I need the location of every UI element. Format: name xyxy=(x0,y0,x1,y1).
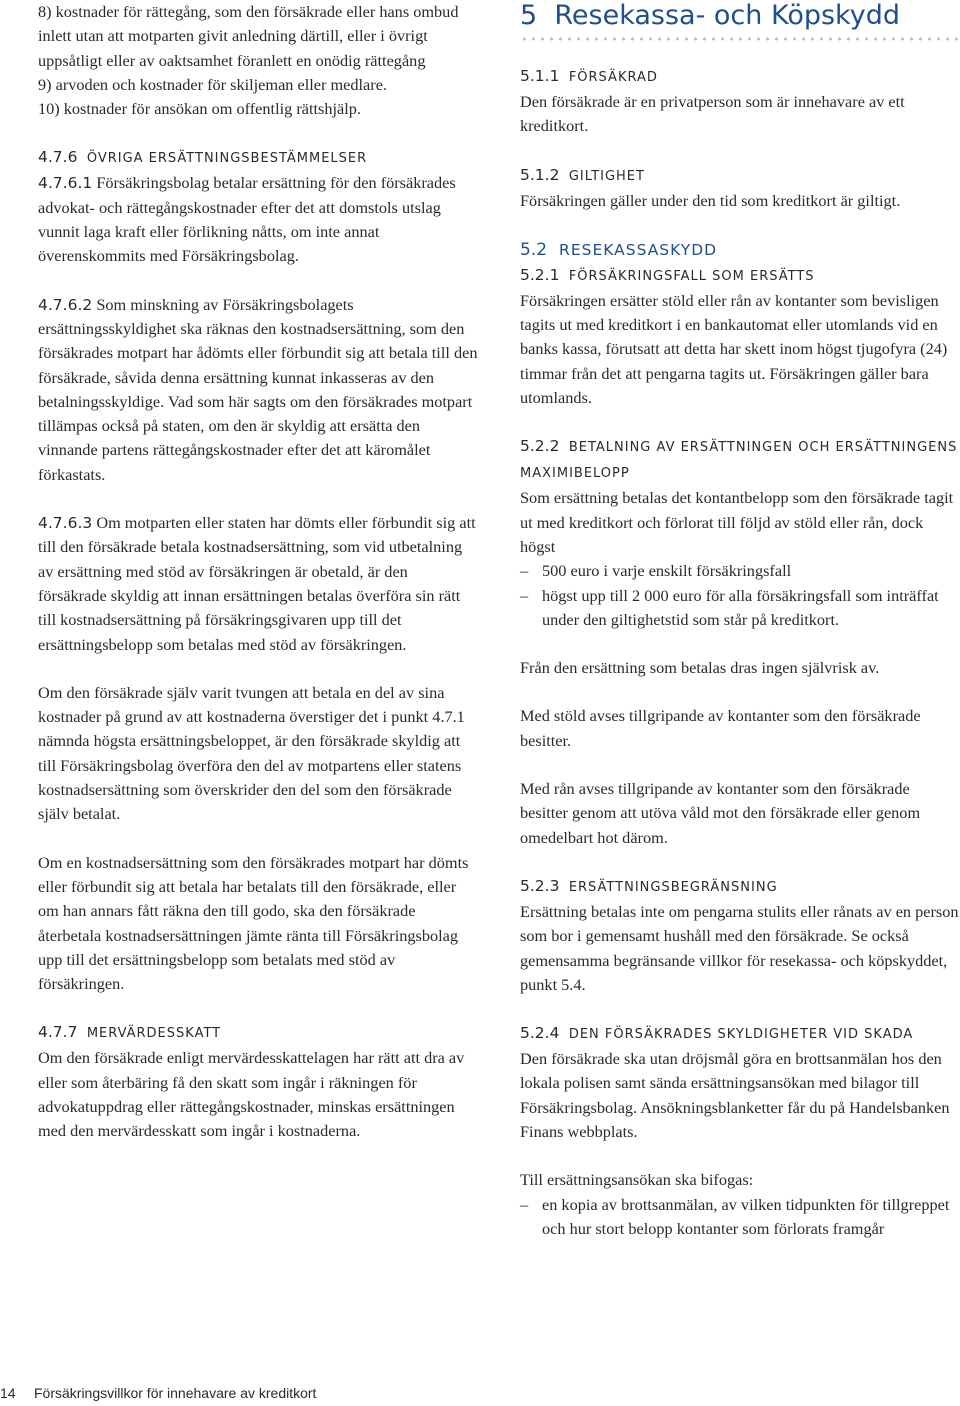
paragraph: Försäkringen gäller under den tid som kreditkort är giltigt. xyxy=(520,190,901,210)
paragraph: Från den ersättning som betalas dras ingen självrisk av. xyxy=(520,658,880,678)
section-title: DEN FÖRSÄKRADES SKYLDIGHETER VID SKADA xyxy=(568,1027,914,1043)
paragraph-number: 4.7.6.3 xyxy=(38,514,93,533)
section-heading-5-2-1 xyxy=(520,263,960,289)
section-number: 4.7.6 xyxy=(38,148,78,167)
paragraph: Med stöld avses tillgripande av kontanter som den försäkrade besitter. xyxy=(520,706,921,750)
section-number: 5.1.1 xyxy=(520,67,560,85)
left-column xyxy=(38,0,478,1144)
attachment-list xyxy=(520,1193,960,1242)
paragraph-4-7-6-1 xyxy=(38,171,478,268)
right-column xyxy=(520,0,960,1241)
section-heading-5-1-2 xyxy=(520,163,960,189)
chapter-heading xyxy=(520,0,960,32)
cost-list xyxy=(38,0,478,121)
chapter-title: Resekassa- och Köpskydd xyxy=(554,0,900,31)
section-title: FÖRSÄKRINGSFALL SOM ERSÄTTS xyxy=(568,268,815,284)
section-heading-5-1-1 xyxy=(520,64,960,90)
paragraph-number: 4.7.6.1 xyxy=(38,174,93,193)
section-title: RESEKASSASKYDD xyxy=(559,240,718,259)
section-heading-5-2-4 xyxy=(520,1021,960,1047)
paragraph: Till ersättningsansökan ska bifogas: xyxy=(520,1170,754,1190)
section-heading-5-2-3 xyxy=(520,874,960,900)
section-number: 5.2.3 xyxy=(520,876,560,895)
section-number: 5.1.2 xyxy=(520,165,560,184)
paragraph-text: Om motparten eller staten har dömts eller förbundit sig att till den försäkrade betala kostnadsersättning, som vid utbetalning av ersättning med stöd av försäkringen är obetald, är den försäkrade skyldig att innan ersättningen betalas överföra sin rätt till kostnadsersättning på försäkringsgivaren upp till det ersättningsbelopp som betalas med stöd av försäkringen. xyxy=(38,513,476,654)
paragraph-4-7-6-2 xyxy=(38,293,478,487)
paragraph: Om en kostnadsersättning som den försäkrades motpart har dömts eller förbundit sig att betala har betalats till den försäkrade, eller om han annars fått räkna den till godo, ska den försäkrade återbetala kostnadsersättningen jämte ränta till Försäkringsbolag upp till det ersättningsbelopp som betalats med stöd av försäkringen. xyxy=(38,852,469,994)
section-number: 5.2.2 xyxy=(520,437,560,456)
section-number: 5.2 xyxy=(520,239,548,260)
chapter-number: 5 xyxy=(520,0,538,31)
paragraph-text: Försäkringsbolag betalar ersättning för den försäkrades advokat- och rättegångskostnader efter det att domstols utslag vunnit laga kraft eller förlikning nåtts, om inte annat överenskommits med Försäkringsbolag. xyxy=(38,173,456,266)
section-title: ERSÄTTNINGSBEGRÄNSNING xyxy=(568,879,778,895)
paragraph: Försäkringen ersätter stöld eller rån av kontanter som bevisligen tagits ut med kreditkort i en bankautomat eller utomlands vid en banks kassa, förutsatt att detta har skett inom högst tjugofyra (24) timmar från det att pengarna tagits ut. Försäkringen gäller bara utomlands. xyxy=(520,290,948,408)
section-title: ÖVRIGA ERSÄTTNINGSBESTÄMMELSER xyxy=(86,151,368,167)
paragraph: Med rån avses tillgripande av kontanter som den försäkrade besitter genom att utöva våld mot den försäkrade eller genom omedelbart hot därom. xyxy=(520,779,921,847)
paragraph: Den försäkrade är en privatperson som är innehavare av ett kreditkort. xyxy=(520,92,905,136)
list-item: – en kopia av brottsanmälan, av vilken tidpunkten för tillgreppet och hur stort belopp kontanter som förlorats framgår xyxy=(520,1193,960,1242)
paragraph: Om den försäkrade enligt mervärdesskattelagen har rätt att dra av eller som återbäring få den skatt som ingår i räkningen för advokatuppdrag eller rättegångskostnader, minskas ersättningen med den mervärdesskatt som ingår i kostnaderna. xyxy=(38,1048,465,1141)
section-title: FÖRSÄKRAD xyxy=(568,70,658,85)
paragraph-4-7-6-3 xyxy=(38,511,478,657)
section-title: MERVÄRDESSKATT xyxy=(86,1026,222,1042)
section-number: 4.7.7 xyxy=(38,1023,78,1042)
section-heading-4-7-7 xyxy=(38,1020,478,1046)
section-number: 5.2.4 xyxy=(520,1024,560,1043)
list-item: 10) kostnader för ansökan om offentlig rättshjälp. xyxy=(38,99,361,119)
list-item: – 500 euro i varje enskilt försäkringsfall xyxy=(520,559,960,583)
footer-title: Försäkringsvillkor för innehavare av kreditkort xyxy=(34,1385,317,1401)
paragraph: Ersättning betalas inte om pengarna stulits eller rånats av en person som bor i gemensamt hushåll med den försäkrade. Se också gemensamma begränsande villkor för resekassa- och köpskyddet, punkt 5.4. xyxy=(520,901,959,994)
paragraph-number: 4.7.6.2 xyxy=(38,295,93,314)
list-item: – högst upp till 2 000 euro för alla försäkringsfall som inträffat under den giltighetstid som står på kreditkort. xyxy=(520,584,960,633)
section-heading-5-2-2 xyxy=(520,434,960,486)
paragraph: Som ersättning betalas det kontantbelopp som den försäkrade tagit ut med kreditkort och förlorat till följd av stöld eller rån, dock högst xyxy=(520,488,954,556)
paragraph: Den försäkrade ska utan dröjsmål göra en brottsanmälan hos den lokala polisen samt sända ersättningsansökan med bilagor till Försäkringsbolag. Ansökningsblanketter får du på Handelsbanken Finans webbplats. xyxy=(520,1049,950,1142)
section-number: 5.2.1 xyxy=(520,265,560,284)
page-number: 14 xyxy=(0,1385,16,1401)
paragraph-text: Som minskning av Försäkringsbolagets ersättningsskyldighet ska räknas den kostnadsersättning, som den försäkrades motpart har ådömts eller förbundit sig att betala till den försäkrade, såvida denna ersättning kunnat inkasseras av den betalningsskyldige. Vad som här sagts om den försäkrades motpart tillämpas också på staten, om den är skyldig att ersätta den vinnande partens rättegångskostnader efter det att käromålet förkastats. xyxy=(38,294,478,484)
list-item: 8) kostnader för rättegång, som den försäkrade eller hans ombud inlett utan att motparten givit anledning därtill, eller i övrigt uppsåtligt eller av oaktsamhet föranlett en onödig rättegång xyxy=(38,2,459,70)
section-title: GILTIGHET xyxy=(568,168,645,184)
limit-list xyxy=(520,559,960,632)
section-heading-5-2 xyxy=(520,235,960,263)
section-heading-4-7-6 xyxy=(38,145,478,171)
paragraph: Om den försäkrade själv varit tvungen att betala en del av sina kostnader på grund av att kostnaderna överstiger det i punkt 4.7.1 nämnda högsta ersättningsbeloppet, är den försäkrade skyldig att till Försäkringsbolag överföra den del av motpartens eller statens kostnadsersättning som överskrider den del som den försäkrade själv betalat. xyxy=(38,682,465,824)
list-item: 9) arvoden och kostnader för skiljeman eller medlare. xyxy=(38,74,388,94)
page-footer xyxy=(0,1384,316,1402)
section-title: BETALNING AV ERSÄTTNINGEN OCH ERSÄTTNINGENS MAXIMIBELOPP xyxy=(520,440,958,482)
